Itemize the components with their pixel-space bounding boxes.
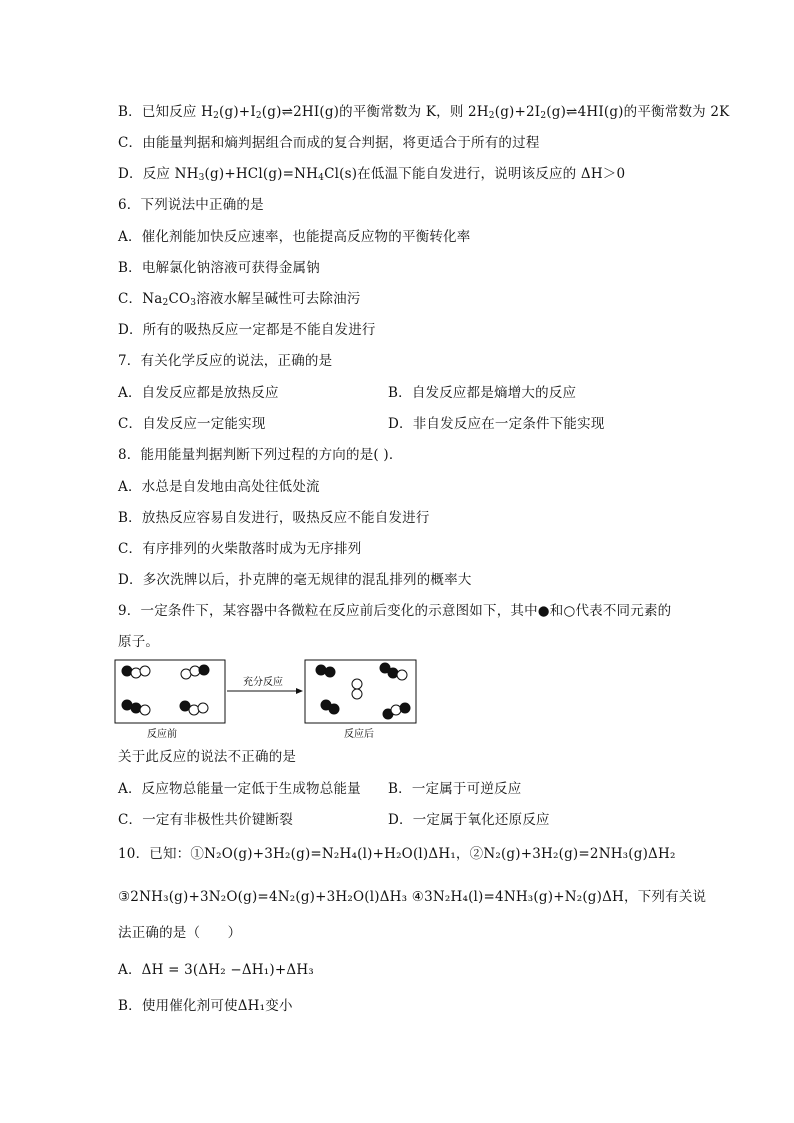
after-label: 反应后 xyxy=(344,729,374,740)
before-label: 反应前 xyxy=(147,729,177,740)
option-8b: B．放热反应容易自发进行，吸热反应不能自发进行 xyxy=(118,510,430,526)
option-8c: C．有序排列的火柴散落时成为无序排列 xyxy=(118,541,362,557)
before-molecules xyxy=(122,665,209,715)
option-7c: C．自发反应一定能实现 xyxy=(118,416,266,432)
question-9-prompt: 关于此反应的说法不正确的是 xyxy=(118,749,297,765)
question-10-line2: ③2NH₃(g)+3N₂O(g)=4N₂(g)+3H₂O(l)ΔH₃ ④3N₂H₄(l)=4NH₃(g)+N₂(g)ΔH，下列有关说 xyxy=(118,889,707,905)
option-8d: D．多次洗牌以后，扑克牌的毫无规律的混乱排列的概率大 xyxy=(118,572,472,588)
option-10a: A．ΔH = 3(ΔH₂ −ΔH₁)+ΔH₃ xyxy=(118,962,314,978)
question-6-stem: 6．下列说法中正确的是 xyxy=(118,197,264,213)
option-6a: A．催化剂能加快反应速率，也能提高反应物的平衡转化率 xyxy=(118,229,471,245)
option-9a: A．反应物总能量一定低于生成物总能量 xyxy=(118,781,361,797)
option-7b: B．自发反应都是熵增大的反应 xyxy=(388,385,577,401)
question-8-stem: 8．能用能量判据判断下列过程的方向的是( )． xyxy=(118,447,403,463)
arrow-label: 充分反应 xyxy=(243,677,283,688)
option-6c: C．$Na_2CO_3$溶液水解呈碱性可去除油污 xyxy=(118,291,361,308)
option-10b: B．使用催化剂可使ΔH₁变小 xyxy=(118,998,293,1014)
arrow-head xyxy=(296,688,303,694)
reaction-diagram xyxy=(113,658,421,742)
question-10-line3: 法正确的是（ ） xyxy=(118,925,242,941)
option-5d: D．反应 $NH_3(g)+HCl(g)=NH_4Cl(s)$在低温下能自发进行，说明该反应的 ΔH＞0 xyxy=(118,166,626,183)
option-7a: A．自发反应都是放热反应 xyxy=(118,385,279,401)
option-7d: D．非自发反应在一定条件下能实现 xyxy=(388,416,605,432)
option-9d: D．一定属于氧化还原反应 xyxy=(388,812,550,828)
option-5b: B．已知反应 $H_2(g)+I_2(g)\rightleftharpoons 2HI(g)$的平衡常数为 K，则 $2H_2(g)+2I_2(g)\rightleftharpoons 4HI(g)$的平衡常数为 2K xyxy=(118,104,730,121)
option-5c: C．由能量判据和熵判据组合而成的复合判据，将更适合于所有的过程 xyxy=(118,135,540,151)
option-9b: B．一定属于可逆反应 xyxy=(388,781,522,797)
option-6b: B．电解氯化钠溶液可获得金属钠 xyxy=(118,260,320,276)
question-7-stem: 7．有关化学反应的说法，正确的是 xyxy=(118,353,333,369)
question-9-stem-cont: 原子。 xyxy=(118,634,160,650)
question-10-line1: 10．已知：①N₂O(g)+3H₂(g)=N₂H₄(l)+H₂O(l)ΔH₁，②N₂(g)+3H₂(g)=2NH₃(g)ΔH₂ xyxy=(118,846,676,862)
option-6d: D．所有的吸热反应一定都是不能自发进行 xyxy=(118,322,376,338)
option-9c: C．一定有非极性共价键断裂 xyxy=(118,812,293,828)
option-8a: A．水总是自发地由高处往低处流 xyxy=(118,479,320,495)
question-9-stem: 9．一定条件下，某容器中各微粒在反应前后变化的示意图如下，其中●和○代表不同元素的 xyxy=(118,603,672,619)
after-molecules xyxy=(316,663,410,719)
